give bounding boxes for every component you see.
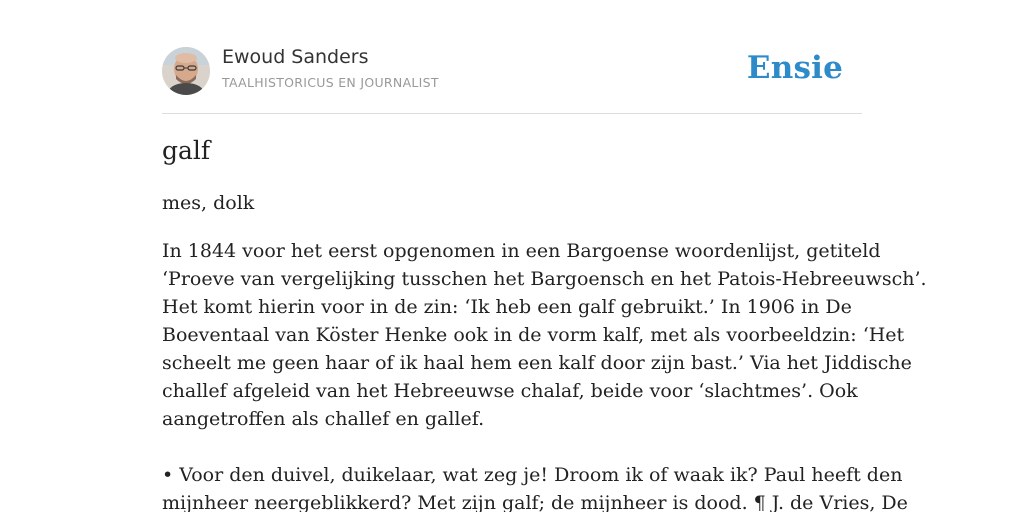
ensie-logo[interactable]: Ensie xyxy=(746,50,843,86)
author-role: TAALHISTORICUS EN JOURNALIST xyxy=(222,75,439,90)
explanation-line: Boeventaal van Köster Henke ook in de vorm kalf, met als voorbeeldzin: ‘Het xyxy=(162,324,905,346)
explanation-line: ‘Proeve van vergelijking tusschen het Bargoensch en het Patois-Hebreeuwsch’. xyxy=(162,268,927,290)
header-divider xyxy=(162,113,862,114)
explanation-line: In 1844 voor het eerst opgenomen in een Bargoense woordenlijst, getiteld xyxy=(162,240,881,262)
author-header xyxy=(162,46,862,96)
entry-definition: mes, dolk xyxy=(162,192,255,214)
explanation-line: scheelt me geen haar of ik haal hem een kalf door zijn bast.’ Via het Jiddische xyxy=(162,352,912,374)
entry-explanation xyxy=(162,237,927,433)
example-line: mijnheer neergeblikkerd? Met zijn galf; de mijnheer is dood. ¶ J. de Vries, De xyxy=(162,492,908,512)
entry-word: galf xyxy=(162,136,211,165)
entry-example xyxy=(162,461,908,512)
explanation-line: aangetroffen als challef en gallef. xyxy=(162,408,485,430)
explanation-line: Het komt hierin voor in de zin: ‘Ik heb een galf gebruikt.’ In 1906 in De xyxy=(162,296,852,318)
explanation-line: challef afgeleid van het Hebreeuwse chalaf, beide voor ‘slachtmes’. Ook xyxy=(162,380,858,402)
author-avatar[interactable] xyxy=(162,47,210,95)
author-portrait-icon xyxy=(162,47,210,95)
author-name[interactable]: Ewoud Sanders xyxy=(222,46,369,68)
example-line: • Voor den duivel, duikelaar, wat zeg je! Droom ik of waak ik? Paul heeft den xyxy=(162,464,903,486)
